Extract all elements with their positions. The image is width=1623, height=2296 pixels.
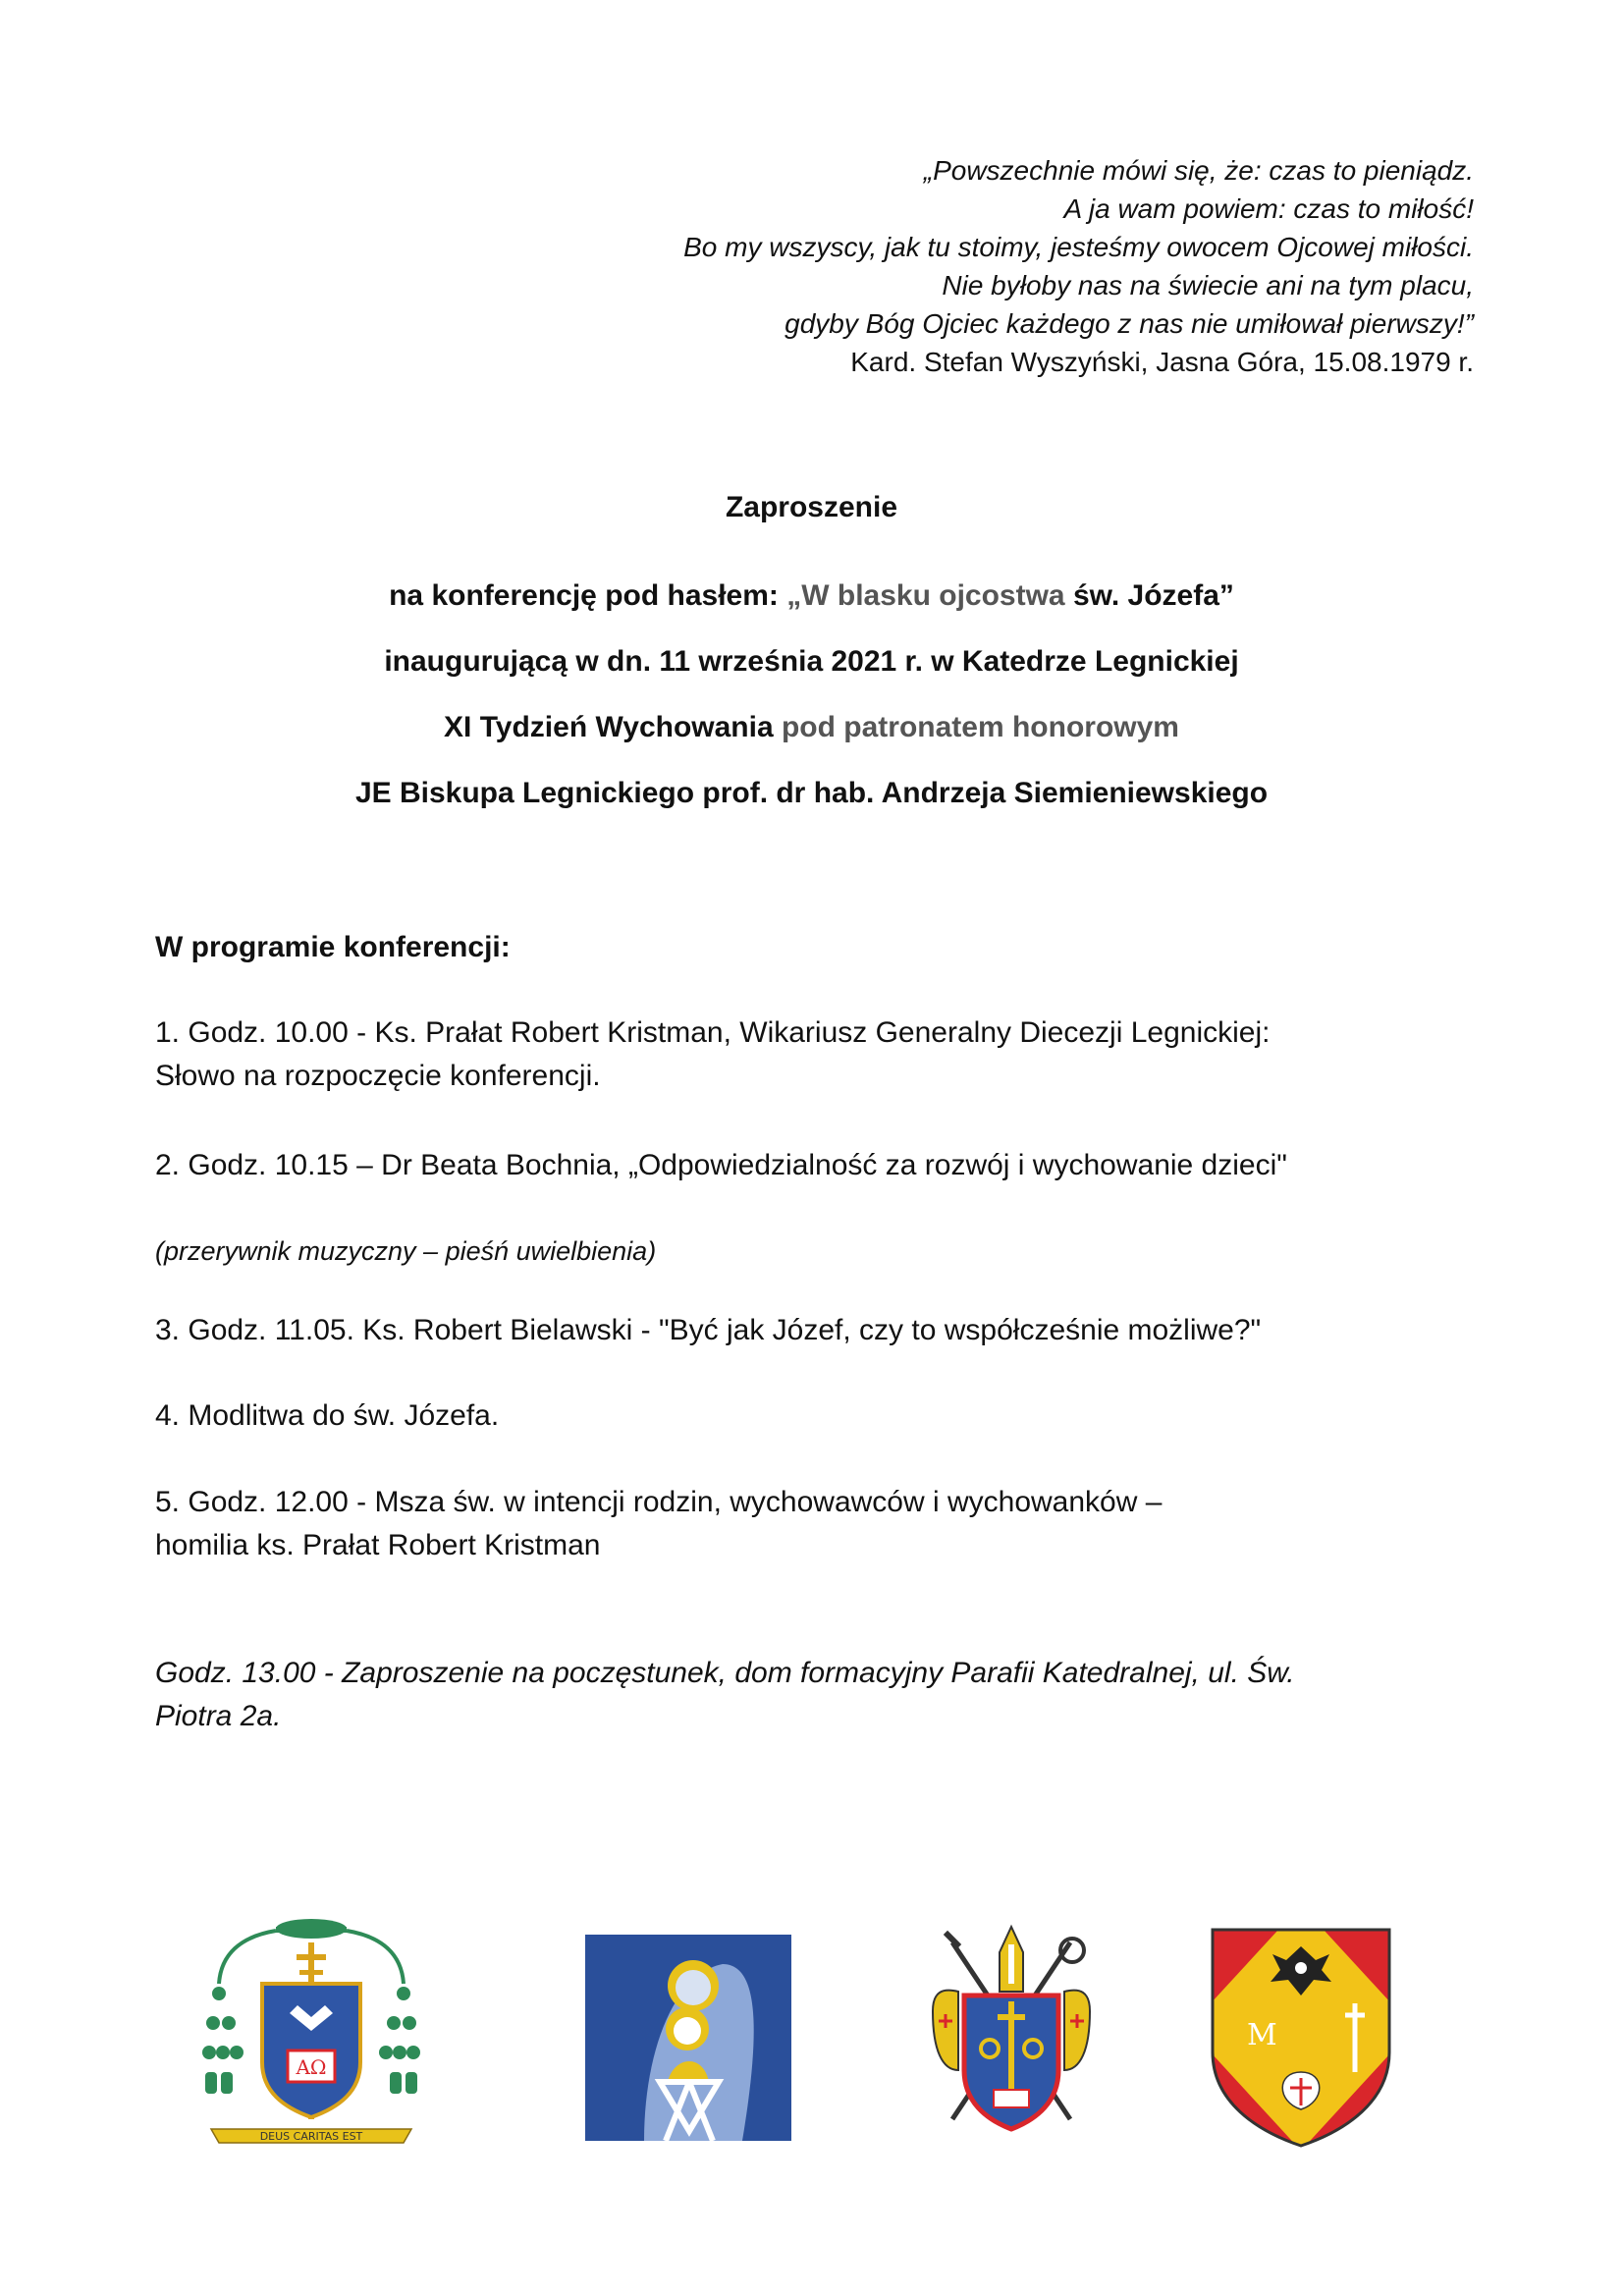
program-title: W programie konferencji: [155, 931, 511, 963]
bishop-motto: DEUS CARITAS EST [259, 2130, 363, 2143]
quote-line: Nie byłoby nas na świecie ani na tym placu, [942, 270, 1474, 301]
program-item-4 [155, 1394, 1490, 1438]
slogan-prefix: na konferencję pod hasłem: [389, 579, 787, 612]
slogan-end: św. Józefa” [1064, 579, 1234, 612]
musical-interlude [155, 1230, 1490, 1273]
city-coat-of-arms [1208, 1925, 1394, 2151]
program-item-text: 5. Godz. 12.00 - Msza św. w intencji rodzin, wychowawców i wychowanków – [155, 1486, 1163, 1518]
quote-line: Bo my wszyscy, jak tu stoimy, jesteśmy owocem Ojcowej miłości. [683, 232, 1474, 262]
bishop-line: JE Biskupa Legnickiego prof. dr hab. Andrzeja Siemieniewskiego [354, 777, 1269, 809]
emblems-row [0, 1915, 1623, 2160]
patronage-text: pod patronatem honorowym [773, 711, 1179, 743]
invitation-title: Zaproszenie [725, 491, 898, 523]
inauguration-line: inaugurującą w dn. 11 września 2021 r. w Katedrze Legnickiej [384, 645, 1239, 678]
closing-text: Godz. 13.00 - Zaproszenie na poczęstunek, dom formacyjny Parafii Katedralnej, ul. Św. [155, 1657, 1295, 1689]
quote-line: „Powszechnie mówi się, że: czas to pieniądz. [923, 155, 1474, 186]
alpha-omega-text: AΩ [296, 2055, 327, 2079]
program-item-5 [155, 1481, 1490, 1567]
program-item-3 [155, 1309, 1490, 1352]
svg-text:M: M [1247, 2018, 1277, 2052]
program-item-text: 2. Godz. 10.15 – Dr Beata Bochnia, „Odpowiedzialność za rozwój i wychowanie dzieci" [155, 1149, 1287, 1181]
closing-text: Piotra 2a. [155, 1700, 282, 1732]
slogan-quote-open: „ [786, 579, 802, 612]
program-item-text: Słowo na rozpoczęcie konferencji. [155, 1060, 601, 1092]
program-item-text: homilia ks. Prałat Robert Kristman [155, 1529, 601, 1561]
opening-quote [683, 151, 1474, 381]
quote-line: gdyby Bóg Ojciec każdego z nas nie umiłował pierwszy!” [784, 308, 1474, 339]
closing-note [155, 1652, 1490, 1738]
interlude-text: (przerywnik muzyczny – pieśń uwielbienia) [155, 1236, 657, 1266]
program-item-1 [155, 1011, 1490, 1098]
bishop-coat-of-arms [201, 1915, 422, 2156]
conference-slogan-line [0, 579, 1623, 613]
slogan-text: W blasku ojcostwa [801, 579, 1065, 612]
program-item-2 [155, 1144, 1490, 1187]
diocese-coat-of-arms [913, 1923, 1109, 2159]
quote-attribution: Kard. Stefan Wyszyński, Jasna Góra, 15.08.1979 r. [850, 347, 1474, 377]
patronage-line [0, 711, 1623, 744]
program-item-text: 1. Godz. 10.00 - Ks. Prałat Robert Kristman, Wikariusz Generalny Diecezji Legnickiej: [155, 1016, 1271, 1049]
holy-family-logo [585, 1935, 791, 2141]
quote-line: A ja wam powiem: czas to miłość! [1063, 193, 1474, 224]
week-name: XI Tydzień Wychowania [444, 711, 774, 743]
program-item-text: 4. Modlitwa do św. Józefa. [155, 1399, 500, 1432]
program-item-text: 3. Godz. 11.05. Ks. Robert Bielawski - "Być jak Józef, czy to współcześnie możliwe?" [155, 1314, 1262, 1346]
program-heading [155, 926, 1490, 969]
